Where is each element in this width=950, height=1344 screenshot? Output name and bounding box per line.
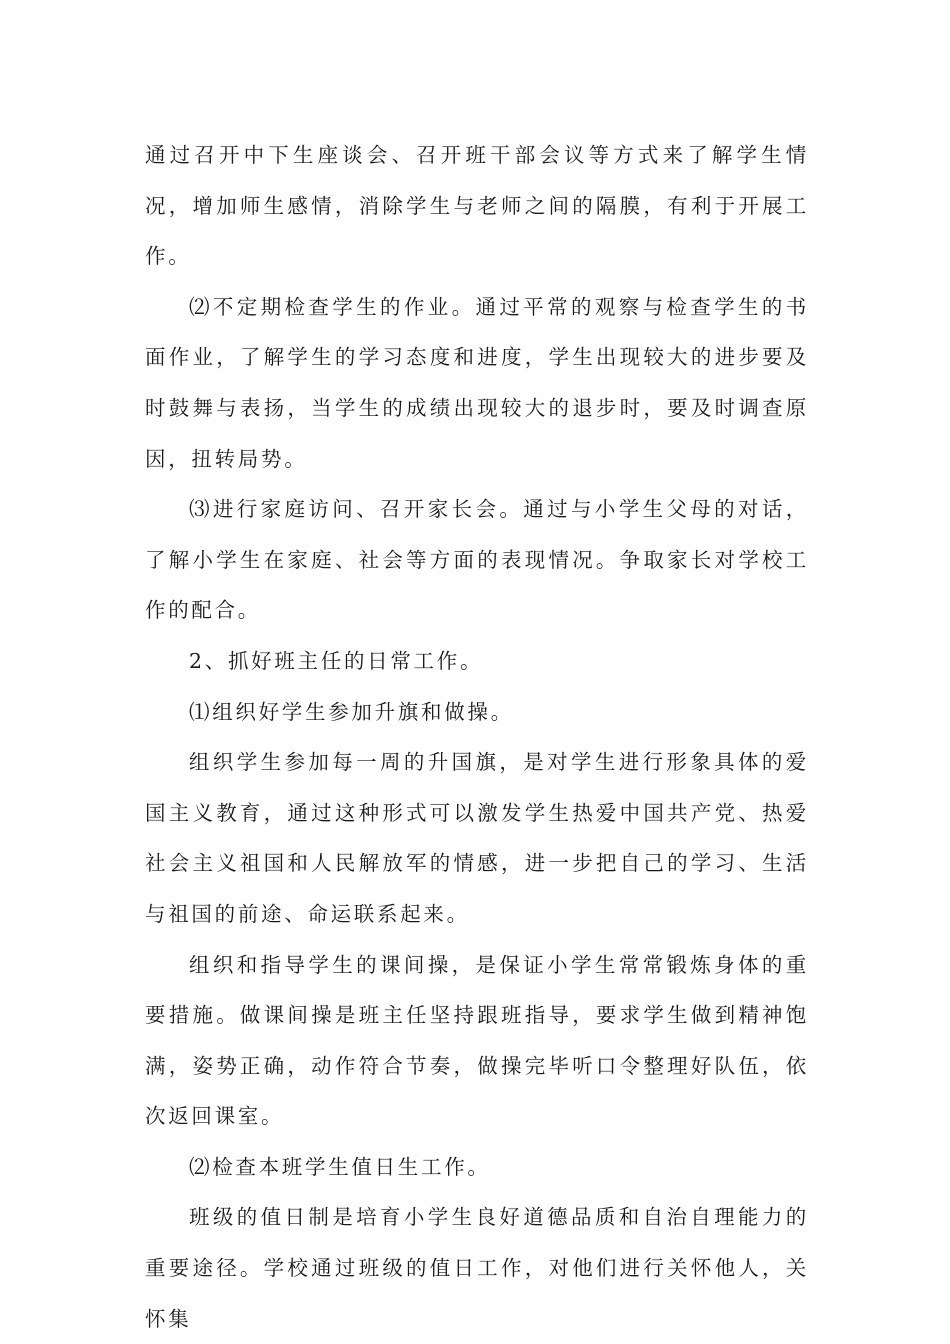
- paragraph-4: 2、抓好班主任的日常工作。: [189, 648, 484, 673]
- paragraph-1: 通过召开中下生座谈会、召开班干部会议等方式来了解学生情况，增加师生感情，消除学生与老师之间的隔膜，有利于开展工作。: [145, 143, 809, 269]
- paragraph-8: ⑵检查本班学生值日生工作。: [189, 1154, 491, 1179]
- paragraph-2: ⑵不定期检查学生的作业。通过平常的观察与检查学生的书面作业，了解学生的学习态度和进度，学生出现较大的进步要及时鼓舞与表扬，当学生的成绩出现较大的退步时，要及时调查原因，扭转局势。: [145, 294, 809, 471]
- paragraph-6: 组织学生参加每一周的升国旗，是对学生进行形象具体的爱国主义教育，通过这种形式可以激发学生热爱中国共产党、热爱社会主义祖国和人民解放军的情感，进一步把自己的学习、生活与祖国的前途、命运联系起来。: [145, 750, 809, 926]
- document-body: [145, 130, 809, 1344]
- paragraph-7: 组织和指导学生的课间操，是保证小学生常常锻炼身体的重要措施。做课间操是班主任坚持跟班指导，要求学生做到精神饱满，姿势正确，动作符合节奏，做操完毕听口令整理好队伍，依次返回课室。: [145, 952, 809, 1129]
- paragraph-5: ⑴组织好学生参加升旗和做操。: [189, 699, 514, 724]
- paragraph-3: ⑶进行家庭访问、召开家长会。通过与小学生父母的对话，了解小学生在家庭、社会等方面的表现情况。争取家长对学校工作的配合。: [145, 497, 809, 623]
- paragraph-9: 班级的值日制是培育小学生良好道德品质和自治自理能力的重要途径。学校通过班级的值日工作，对他们进行关怀他人，关怀集: [145, 1205, 809, 1331]
